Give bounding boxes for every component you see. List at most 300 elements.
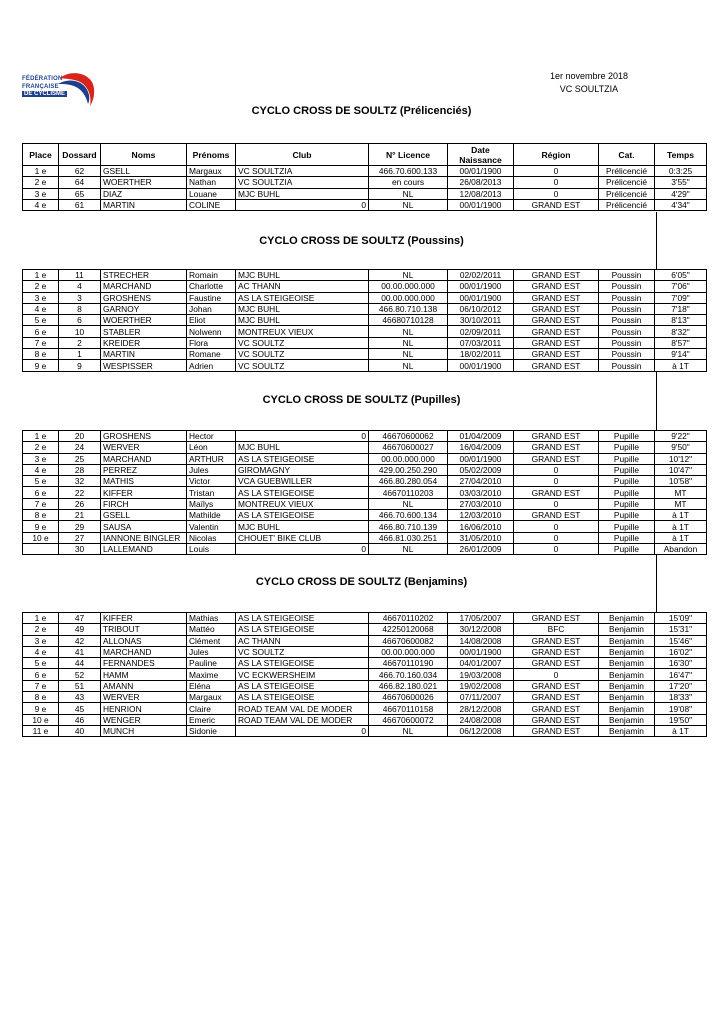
cell-licence: 00.00.000.000 bbox=[369, 646, 448, 657]
cell-club: MONTREUX VIEUX bbox=[236, 326, 369, 337]
cell-cat: Poussin bbox=[599, 315, 655, 326]
cell-temps: MT bbox=[655, 487, 707, 498]
cell-club: 0 bbox=[236, 725, 369, 736]
cell-dossard: 27 bbox=[59, 532, 101, 543]
cell-club: MJC BUHL bbox=[236, 270, 369, 281]
table-row bbox=[23, 725, 707, 736]
cell-club: ROAD TEAM VAL DE MODER bbox=[236, 714, 369, 725]
cell-dossard: 46 bbox=[59, 714, 101, 725]
cell-licence: 466.80.710.138 bbox=[369, 303, 448, 314]
cell-prenom: Margaux bbox=[187, 692, 236, 703]
cell-date-naissance: 26/08/2013 bbox=[448, 177, 514, 188]
cell-licence: NL bbox=[369, 725, 448, 736]
col-header-prenoms: Prénoms bbox=[187, 144, 236, 166]
cell-prenom: Romane bbox=[187, 349, 236, 360]
cell-date-naissance: 04/01/2007 bbox=[448, 658, 514, 669]
cell-nom: DIAZ bbox=[101, 188, 187, 199]
cell-temps: 7'06" bbox=[655, 281, 707, 292]
cell-licence: 46670110203 bbox=[369, 487, 448, 498]
table-row bbox=[23, 349, 707, 360]
logo-line-2: FRANÇAISE bbox=[22, 84, 59, 90]
cell-nom: WOERTHER bbox=[101, 177, 187, 188]
cell-date-naissance: 24/08/2008 bbox=[448, 714, 514, 725]
cell-place: 7 e bbox=[23, 498, 59, 509]
cell-dossard: 61 bbox=[59, 199, 101, 210]
cell-temps: 6'05" bbox=[655, 270, 707, 281]
section-title-benjamins: CYCLO CROSS DE SOULTZ (Benjamins) bbox=[255, 576, 468, 588]
cell-date-naissance: 00/01/1900 bbox=[448, 360, 514, 371]
cell-dossard: 40 bbox=[59, 725, 101, 736]
cell-club: VC SOULTZ bbox=[236, 646, 369, 657]
cell-club: VC SOULTZ bbox=[236, 349, 369, 360]
table-row bbox=[23, 658, 707, 669]
cell-date-naissance: 00/01/1900 bbox=[448, 453, 514, 464]
table-header-row bbox=[23, 144, 707, 166]
cell-nom: MARTIN bbox=[101, 349, 187, 360]
cell-region: GRAND EST bbox=[514, 431, 599, 442]
cell-club: AS LA STEIGEOISE bbox=[236, 692, 369, 703]
cell-nom: WESPISSER bbox=[101, 360, 187, 371]
cell-cat: Benjamin bbox=[599, 658, 655, 669]
table-row bbox=[23, 613, 707, 624]
cell-region: 0 bbox=[514, 532, 599, 543]
cell-club: MJC BUHL bbox=[236, 303, 369, 314]
header-info bbox=[550, 70, 628, 96]
header-club: VC SOULTZIA bbox=[559, 84, 619, 94]
cell-club: ROAD TEAM VAL DE MODER bbox=[236, 703, 369, 714]
cell-dossard: 30 bbox=[59, 543, 101, 554]
cell-place: 3 e bbox=[23, 635, 59, 646]
cell-nom: FIRCH bbox=[101, 498, 187, 509]
cell-region: GRAND EST bbox=[514, 270, 599, 281]
cell-cat: Pupille bbox=[599, 543, 655, 554]
cell-date-naissance: 00/01/1900 bbox=[448, 292, 514, 303]
table-row bbox=[23, 703, 707, 714]
cell-cat: Pupille bbox=[599, 532, 655, 543]
cell-prenom: ARTHUR bbox=[187, 453, 236, 464]
cell-date-naissance: 14/08/2008 bbox=[448, 635, 514, 646]
cell-dossard: 11 bbox=[59, 270, 101, 281]
cell-cat: Benjamin bbox=[599, 680, 655, 691]
cell-cat: Poussin bbox=[599, 326, 655, 337]
cell-temps: à 1T bbox=[655, 360, 707, 371]
cell-dossard: 43 bbox=[59, 692, 101, 703]
cell-cat: Prélicencié bbox=[599, 177, 655, 188]
cell-dossard: 62 bbox=[59, 166, 101, 177]
cell-place: 5 e bbox=[23, 315, 59, 326]
cell-prenom: Faustine bbox=[187, 292, 236, 303]
cell-date-naissance: 19/03/2008 bbox=[448, 669, 514, 680]
cell-place: 8 e bbox=[23, 510, 59, 521]
cell-cat: Benjamin bbox=[599, 703, 655, 714]
cell-licence: 466.82.180.021 bbox=[369, 680, 448, 691]
cell-club: VC SOULTZ bbox=[236, 360, 369, 371]
cell-club: VC ECKWERSHEIM bbox=[236, 669, 369, 680]
cell-temps: MT bbox=[655, 498, 707, 509]
cell-club: GIROMAGNY bbox=[236, 464, 369, 475]
cell-nom: KREIDER bbox=[101, 337, 187, 348]
cell-place: 6 e bbox=[23, 669, 59, 680]
cell-prenom: Emeric bbox=[187, 714, 236, 725]
cell-nom: WERVER bbox=[101, 692, 187, 703]
cell-licence: 466.80.280.054 bbox=[369, 476, 448, 487]
cell-club: AS LA STEIGEOISE bbox=[236, 658, 369, 669]
cell-club: MJC BUHL bbox=[236, 521, 369, 532]
cell-prenom: Léon bbox=[187, 442, 236, 453]
cell-prenom: Hector bbox=[187, 431, 236, 442]
cell-temps: 19'08" bbox=[655, 703, 707, 714]
cell-cat: Poussin bbox=[599, 337, 655, 348]
cell-date-naissance: 16/04/2009 bbox=[448, 442, 514, 453]
cell-region: 0 bbox=[514, 464, 599, 475]
cell-prenom: Mathias bbox=[187, 613, 236, 624]
cell-date-naissance: 02/02/2011 bbox=[448, 270, 514, 281]
table-row bbox=[23, 281, 707, 292]
table-row bbox=[23, 510, 707, 521]
cell-licence: 46670600062 bbox=[369, 431, 448, 442]
cell-licence: en cours bbox=[369, 177, 448, 188]
cell-prenom: Valentin bbox=[187, 521, 236, 532]
cell-date-naissance: 27/04/2010 bbox=[448, 476, 514, 487]
cell-date-naissance: 06/10/2012 bbox=[448, 303, 514, 314]
cell-temps: 7'09" bbox=[655, 292, 707, 303]
cell-licence: 466.70.160.034 bbox=[369, 669, 448, 680]
cell-dossard: 65 bbox=[59, 188, 101, 199]
cell-cat: Pupille bbox=[599, 510, 655, 521]
cell-date-naissance: 02/09/2011 bbox=[448, 326, 514, 337]
cell-prenom: Pauline bbox=[187, 658, 236, 669]
cell-licence: NL bbox=[369, 360, 448, 371]
cell-dossard: 28 bbox=[59, 464, 101, 475]
table-row bbox=[23, 532, 707, 543]
cell-prenom: Mattéo bbox=[187, 624, 236, 635]
cell-prenom: Jules bbox=[187, 464, 236, 475]
cell-temps: 9'14" bbox=[655, 349, 707, 360]
cell-dossard: 3 bbox=[59, 292, 101, 303]
cell-prenom: Adrien bbox=[187, 360, 236, 371]
cell-licence: 00.00.000.000 bbox=[369, 281, 448, 292]
cell-region: BFC bbox=[514, 624, 599, 635]
cell-prenom: Eléna bbox=[187, 680, 236, 691]
cell-licence: 00.00.000.000 bbox=[369, 292, 448, 303]
cell-nom: WOERTHER bbox=[101, 315, 187, 326]
cell-dossard: 42 bbox=[59, 635, 101, 646]
table-row bbox=[23, 303, 707, 314]
section-title-pupilles: CYCLO CROSS DE SOULTZ (Pupilles) bbox=[262, 394, 461, 406]
cell-prenom: COLINE bbox=[187, 199, 236, 210]
cell-place: 5 e bbox=[23, 476, 59, 487]
table-row bbox=[23, 714, 707, 725]
cell-cat: Pupille bbox=[599, 487, 655, 498]
cell-dossard: 10 bbox=[59, 326, 101, 337]
cell-place: 1 e bbox=[23, 431, 59, 442]
cell-place: 4 e bbox=[23, 464, 59, 475]
cell-prenom: Nicolas bbox=[187, 532, 236, 543]
cell-region: GRAND EST bbox=[514, 292, 599, 303]
cell-club: AS LA STEIGEOISE bbox=[236, 453, 369, 464]
cell-licence: 46670600027 bbox=[369, 442, 448, 453]
col-header-place: Place bbox=[23, 144, 59, 166]
cell-place: 7 e bbox=[23, 680, 59, 691]
cell-temps: 15'31" bbox=[655, 624, 707, 635]
cell-club: AS LA STEIGEOISE bbox=[236, 510, 369, 521]
results-table-pupilles bbox=[22, 430, 707, 555]
cell-prenom: Flora bbox=[187, 337, 236, 348]
col-header-dossard: Dossard bbox=[59, 144, 101, 166]
cell-licence: NL bbox=[369, 326, 448, 337]
cell-place: 9 e bbox=[23, 360, 59, 371]
cell-prenom: Tristan bbox=[187, 487, 236, 498]
cell-temps: 10'58" bbox=[655, 476, 707, 487]
cell-temps: à 1T bbox=[655, 532, 707, 543]
cell-date-naissance: 07/11/2007 bbox=[448, 692, 514, 703]
cell-prenom: Maxime bbox=[187, 669, 236, 680]
header-date: 1er novembre 2018 bbox=[549, 71, 628, 81]
cell-temps: 0:3:25 bbox=[655, 166, 707, 177]
cell-prenom: Sidonie bbox=[187, 725, 236, 736]
cell-temps: 8'57" bbox=[655, 337, 707, 348]
table-row bbox=[23, 188, 707, 199]
cell-nom: FERNANDES bbox=[101, 658, 187, 669]
cell-club: MJC BUHL bbox=[236, 188, 369, 199]
cell-prenom: Nathan bbox=[187, 177, 236, 188]
cell-region: GRAND EST bbox=[514, 281, 599, 292]
cell-nom: HAMM bbox=[101, 669, 187, 680]
cell-dossard: 41 bbox=[59, 646, 101, 657]
cell-date-naissance: 26/01/2009 bbox=[448, 543, 514, 554]
table-row bbox=[23, 692, 707, 703]
cell-dossard: 32 bbox=[59, 476, 101, 487]
cell-licence: 466.70.600.133 bbox=[369, 166, 448, 177]
cell-licence: NL bbox=[369, 199, 448, 210]
cell-temps: 7'18" bbox=[655, 303, 707, 314]
cell-temps: 9'22" bbox=[655, 431, 707, 442]
cell-region: GRAND EST bbox=[514, 635, 599, 646]
col-header-licence: N° Licence bbox=[369, 144, 448, 166]
cell-cat: Pupille bbox=[599, 498, 655, 509]
table-row bbox=[23, 680, 707, 691]
cell-date-naissance: 12/08/2013 bbox=[448, 188, 514, 199]
cell-prenom: Nolwenn bbox=[187, 326, 236, 337]
cell-temps: 15'09" bbox=[655, 613, 707, 624]
cell-nom: MATHIS bbox=[101, 476, 187, 487]
cell-temps: 18'33" bbox=[655, 692, 707, 703]
logo-line-3: DE CYCLISME bbox=[24, 91, 66, 97]
cell-region: GRAND EST bbox=[514, 725, 599, 736]
cell-dossard: 47 bbox=[59, 613, 101, 624]
cell-nom: MARCHAND bbox=[101, 453, 187, 464]
cell-prenom: Maïlys bbox=[187, 498, 236, 509]
col-header-temps: Temps bbox=[655, 144, 707, 166]
cell-temps: 9'50" bbox=[655, 442, 707, 453]
cell-cat: Prélicencié bbox=[599, 199, 655, 210]
cell-prenom: Romain bbox=[187, 270, 236, 281]
cell-region: GRAND EST bbox=[514, 658, 599, 669]
cell-place: 3 e bbox=[23, 453, 59, 464]
cell-place: 10 e bbox=[23, 714, 59, 725]
cell-prenom: Johan bbox=[187, 303, 236, 314]
cell-place: 8 e bbox=[23, 349, 59, 360]
cell-date-naissance: 00/01/1900 bbox=[448, 646, 514, 657]
cell-nom: PERREZ bbox=[101, 464, 187, 475]
cell-date-naissance: 18/02/2011 bbox=[448, 349, 514, 360]
cell-club: 0 bbox=[236, 199, 369, 210]
cell-licence: NL bbox=[369, 337, 448, 348]
cell-region: 0 bbox=[514, 521, 599, 532]
cell-date-naissance: 03/03/2010 bbox=[448, 487, 514, 498]
cell-temps: 19'50" bbox=[655, 714, 707, 725]
cell-nom: MARCHAND bbox=[101, 646, 187, 657]
cell-place: 8 e bbox=[23, 692, 59, 703]
cell-dossard: 44 bbox=[59, 658, 101, 669]
table-row bbox=[23, 360, 707, 371]
cell-club: 0 bbox=[236, 431, 369, 442]
cell-prenom: Claire bbox=[187, 703, 236, 714]
table-row bbox=[23, 177, 707, 188]
cell-cat: Pupille bbox=[599, 476, 655, 487]
cell-prenom: Charlotte bbox=[187, 281, 236, 292]
ffc-logo bbox=[20, 70, 100, 110]
cell-club: VC SOULTZIA bbox=[236, 177, 369, 188]
cell-temps: à 1T bbox=[655, 725, 707, 736]
cell-temps: 8'13" bbox=[655, 315, 707, 326]
frame-line bbox=[656, 212, 657, 269]
cell-temps: 15'46" bbox=[655, 635, 707, 646]
cell-licence: NL bbox=[369, 498, 448, 509]
cell-nom: GROSHENS bbox=[101, 292, 187, 303]
cell-region: 0 bbox=[514, 188, 599, 199]
table-row bbox=[23, 464, 707, 475]
cell-place bbox=[23, 543, 59, 554]
cell-cat: Prélicencié bbox=[599, 188, 655, 199]
cell-nom: TRIBOUT bbox=[101, 624, 187, 635]
cell-club: AS LA STEIGEOISE bbox=[236, 613, 369, 624]
cell-region: GRAND EST bbox=[514, 510, 599, 521]
cell-region: 0 bbox=[514, 166, 599, 177]
cell-region: GRAND EST bbox=[514, 315, 599, 326]
cell-place: 1 e bbox=[23, 613, 59, 624]
cell-club: CHOUET' BIKE CLUB bbox=[236, 532, 369, 543]
section-title-prelicencies: CYCLO CROSS DE SOULTZ (Prélicenciés) bbox=[251, 105, 472, 117]
cell-region: GRAND EST bbox=[514, 692, 599, 703]
cell-place: 7 e bbox=[23, 337, 59, 348]
cell-nom: ALLONAS bbox=[101, 635, 187, 646]
cell-nom: HENRION bbox=[101, 703, 187, 714]
cell-nom: GSELL bbox=[101, 510, 187, 521]
cell-date-naissance: 05/02/2009 bbox=[448, 464, 514, 475]
cell-cat: Pupille bbox=[599, 431, 655, 442]
cell-place: 4 e bbox=[23, 646, 59, 657]
cell-nom: AMANN bbox=[101, 680, 187, 691]
cell-cat: Benjamin bbox=[599, 725, 655, 736]
cell-temps: à 1T bbox=[655, 521, 707, 532]
cell-club: AS LA STEIGEOISE bbox=[236, 680, 369, 691]
cell-licence: 46670110190 bbox=[369, 658, 448, 669]
cell-cat: Poussin bbox=[599, 349, 655, 360]
cell-cat: Poussin bbox=[599, 292, 655, 303]
cell-nom: MARCHAND bbox=[101, 281, 187, 292]
cell-dossard: 52 bbox=[59, 669, 101, 680]
cell-place: 4 e bbox=[23, 303, 59, 314]
cell-region: GRAND EST bbox=[514, 646, 599, 657]
cell-club: MONTREUX VIEUX bbox=[236, 498, 369, 509]
cell-place: 1 e bbox=[23, 270, 59, 281]
cell-dossard: 20 bbox=[59, 431, 101, 442]
cell-cat: Benjamin bbox=[599, 714, 655, 725]
cell-date-naissance: 16/06/2010 bbox=[448, 521, 514, 532]
cell-dossard: 64 bbox=[59, 177, 101, 188]
cell-licence: 46670110158 bbox=[369, 703, 448, 714]
cell-prenom: Mathilde bbox=[187, 510, 236, 521]
cell-nom: MUNCH bbox=[101, 725, 187, 736]
cell-licence: NL bbox=[369, 188, 448, 199]
cell-region: GRAND EST bbox=[514, 453, 599, 464]
cell-region: 0 bbox=[514, 476, 599, 487]
cell-region: GRAND EST bbox=[514, 303, 599, 314]
col-header-date-naissance: Date Naissance bbox=[448, 144, 514, 166]
table-row bbox=[23, 315, 707, 326]
cell-licence: 46670600026 bbox=[369, 692, 448, 703]
cell-place: 2 e bbox=[23, 177, 59, 188]
cell-place: 5 e bbox=[23, 658, 59, 669]
cell-licence: 46680710128 bbox=[369, 315, 448, 326]
cell-place: 10 e bbox=[23, 532, 59, 543]
cell-cat: Poussin bbox=[599, 270, 655, 281]
cell-place: 2 e bbox=[23, 281, 59, 292]
cell-place: 2 e bbox=[23, 442, 59, 453]
cell-club: AS LA STEIGEOISE bbox=[236, 487, 369, 498]
cell-date-naissance: 00/01/1900 bbox=[448, 166, 514, 177]
cell-date-naissance: 01/04/2009 bbox=[448, 431, 514, 442]
cell-cat: Benjamin bbox=[599, 692, 655, 703]
cell-cat: Poussin bbox=[599, 303, 655, 314]
cell-place: 6 e bbox=[23, 326, 59, 337]
cell-region: GRAND EST bbox=[514, 442, 599, 453]
cell-cat: Poussin bbox=[599, 360, 655, 371]
cell-dossard: 29 bbox=[59, 521, 101, 532]
cell-dossard: 25 bbox=[59, 453, 101, 464]
cell-region: 0 bbox=[514, 669, 599, 680]
cell-dossard: 9 bbox=[59, 360, 101, 371]
cell-place: 2 e bbox=[23, 624, 59, 635]
cell-region: GRAND EST bbox=[514, 703, 599, 714]
cell-nom: SAUSA bbox=[101, 521, 187, 532]
cell-licence: 466.70.600.134 bbox=[369, 510, 448, 521]
cell-nom: WERVER bbox=[101, 442, 187, 453]
cell-date-naissance: 06/12/2008 bbox=[448, 725, 514, 736]
cell-region: GRAND EST bbox=[514, 337, 599, 348]
cell-licence: 46670600072 bbox=[369, 714, 448, 725]
cell-cat: Poussin bbox=[599, 281, 655, 292]
cell-club: AC THANN bbox=[236, 281, 369, 292]
table-row bbox=[23, 199, 707, 210]
cell-nom: STRECHER bbox=[101, 270, 187, 281]
cell-date-naissance: 00/01/1900 bbox=[448, 199, 514, 210]
cell-place: 11 e bbox=[23, 725, 59, 736]
cell-region: GRAND EST bbox=[514, 680, 599, 691]
cell-prenom: Louis bbox=[187, 543, 236, 554]
cell-nom: GSELL bbox=[101, 166, 187, 177]
cell-dossard: 2 bbox=[59, 337, 101, 348]
cell-date-naissance: 27/03/2010 bbox=[448, 498, 514, 509]
cell-region: 0 bbox=[514, 498, 599, 509]
cell-dossard: 1 bbox=[59, 349, 101, 360]
cell-nom: LALLEMAND bbox=[101, 543, 187, 554]
cell-place: 9 e bbox=[23, 703, 59, 714]
cell-prenom: Louane bbox=[187, 188, 236, 199]
cell-place: 3 e bbox=[23, 292, 59, 303]
cell-region: GRAND EST bbox=[514, 613, 599, 624]
